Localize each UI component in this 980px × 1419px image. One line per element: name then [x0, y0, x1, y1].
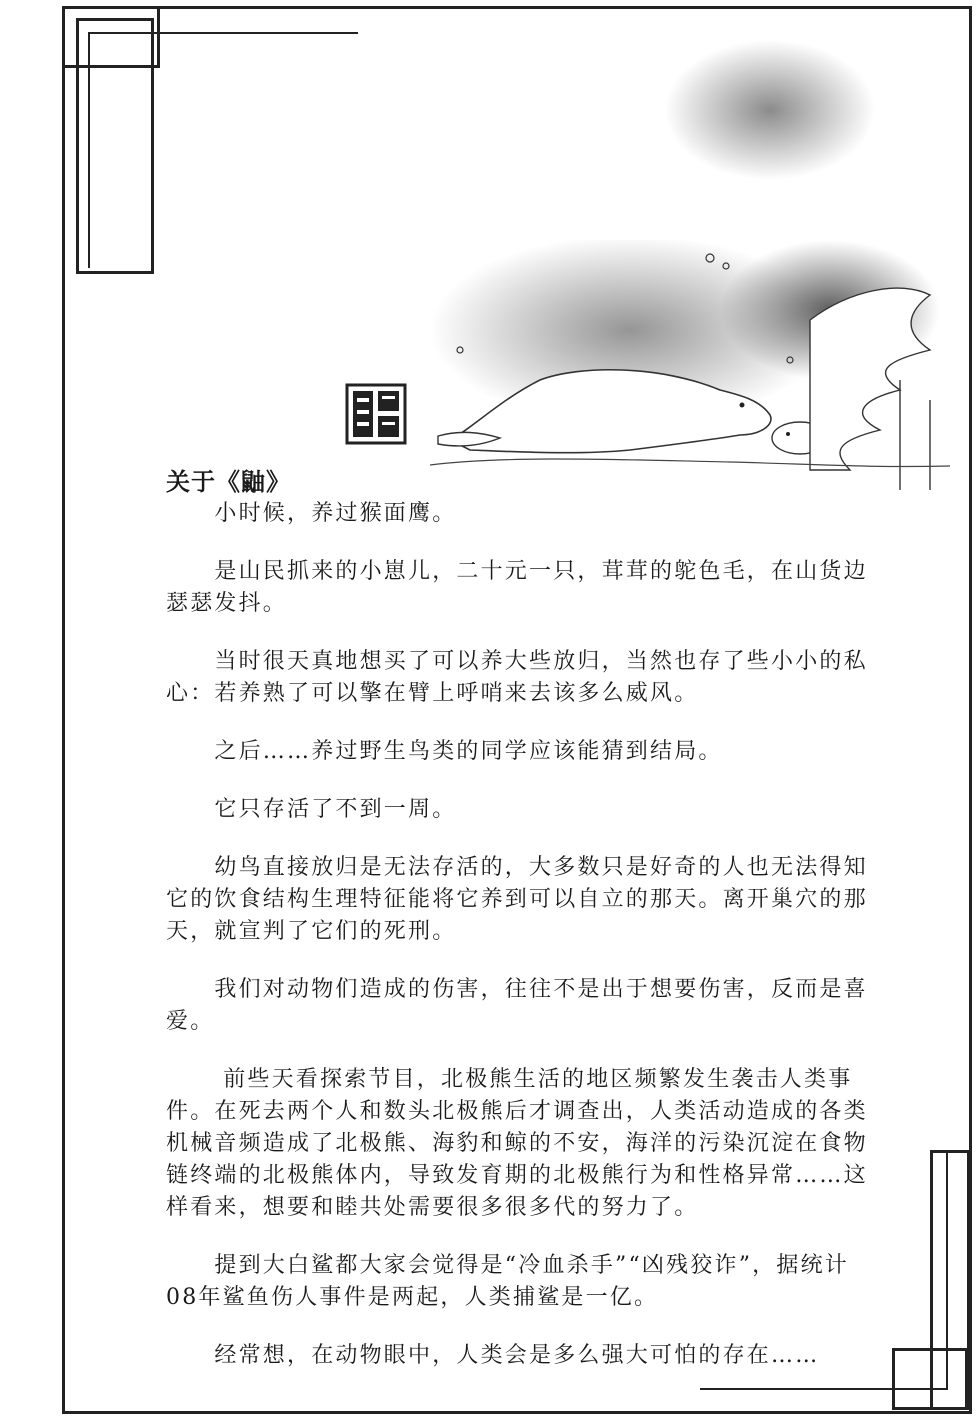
paragraph: 它只存活了不到一周。: [214, 797, 457, 822]
top-left-inner-rule: [88, 32, 358, 34]
bottom-right-corner-box-b: [930, 1150, 970, 1410]
paragraph: 经常想，在动物眼中，人类会是多么强大可怕的存在……: [214, 1343, 820, 1368]
paragraph: 提到大白鲨都大家会觉得是“冷血杀手”“凶残狡诈”，据统计08年鲨鱼伤人事件是两起，人类捕鲨是一亿。: [166, 1253, 849, 1310]
article-title: 关于《鼬》: [166, 467, 291, 496]
paragraph: 幼鸟直接放归是无法存活的，大多数只是好奇的人也无法得知它的饮食结构生理特征能将它养到可以自立的那天。离开巢穴的那天，就宣判了它们的死刑。: [166, 855, 868, 944]
article-body: [166, 498, 876, 1398]
seal-stamp-icon: [344, 382, 408, 446]
paragraph: 当时很天真地想买了可以养大些放归，当然也存了些小小的私心：若养熟了可以擎在臂上呼哨来去该多么威风。: [166, 649, 868, 706]
paragraph: 小时候，养过猴面鹰。: [214, 501, 457, 526]
bottom-right-inner-vertical: [946, 1150, 948, 1390]
cloud-decoration-icon: [660, 30, 880, 200]
paragraph: 前些天看探索节目，北极熊生活的地区频繁发生袭击人类事件。在死去两个人和数头北极熊后才调查出，人类活动造成的各类机械音频造成了北极熊、海豹和鲸的不安，海洋的污染沉淀在食物链终端的北极熊体内，导致发育期的北极熊行为和性格异常……这样看来，想要和睦共处需要很多很多代的努力了。: [166, 1067, 868, 1220]
paragraph: 是山民抓来的小崽儿，二十元一只，茸茸的鸵色毛，在山货边瑟瑟发抖。: [166, 559, 868, 616]
top-left-inner-vertical: [88, 32, 90, 268]
paragraph: 我们对动物们造成的伤害，往往不是出于想要伤害，反而是喜爱。: [166, 977, 868, 1034]
weasel-in-snow-illustration: [430, 240, 950, 500]
paragraph: 之后……养过野生鸟类的同学应该能猜到结局。: [214, 739, 723, 764]
